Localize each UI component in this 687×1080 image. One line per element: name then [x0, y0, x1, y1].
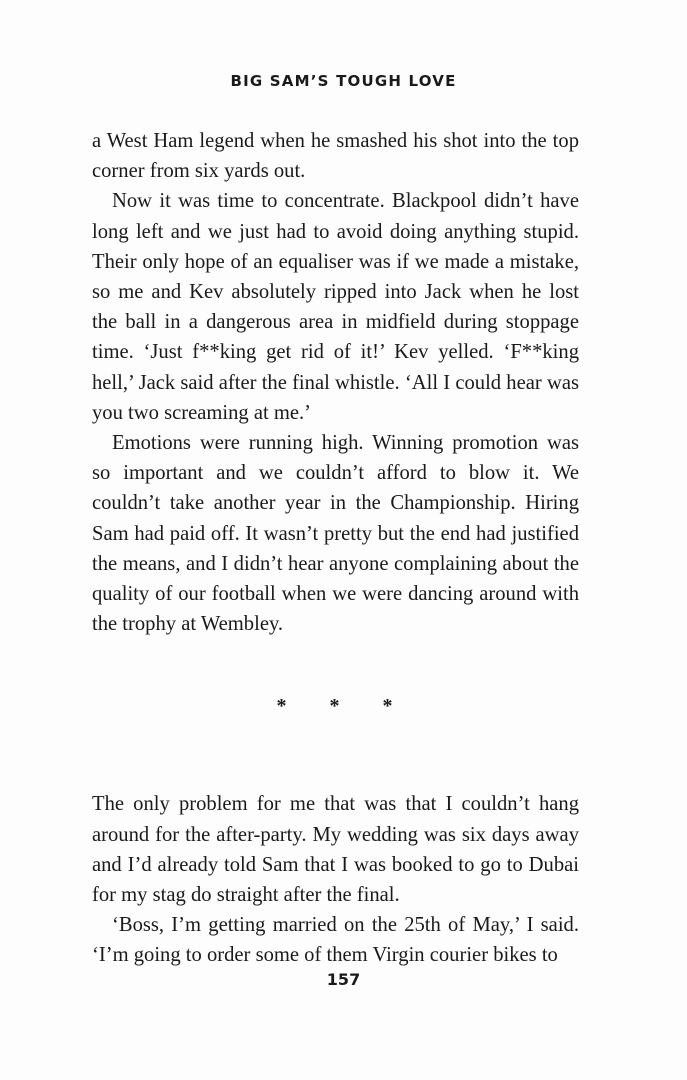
section-break-asterisks: * * * — [276, 695, 395, 718]
section-break — [92, 639, 579, 789]
paragraph-continuation: a West Ham legend when he smashed his shot into the top corner from six yards out. — [92, 130, 579, 183]
paragraph-section-opening: The only problem for me that was that I couldn’t hang around for the after-party. My wedding was six days away and I’d already told Sam that I was booked to go to Dubai for my stag do straight after the final. — [92, 793, 579, 907]
page-number: 157 — [326, 970, 361, 989]
paragraph: Now it was time to concentrate. Blackpool didn’t have long left and we just had to avoid doing anything stupid. Their only hope of an equaliser was if we made a mistake, so me and Kev absolutely ripped into Jack when he lost the ball in a dangerous area in midfield during stoppage time. ‘Just f**king get rid of it!’ Kev yelled. ‘F**king hell,’ Jack said after the final whistle. ‘All I could hear was you two screaming at me.’ — [92, 190, 579, 424]
body-text — [92, 126, 579, 971]
paragraph: Emotions were running high. Winning promotion was so important and we couldn’t afford to blow it. We couldn’t take another year in the Championship. Hiring Sam had paid off. It wasn’t pretty but the end had justified the means, and I didn’t hear anyone complaining about the quality of our football when we were dancing around with the trophy at Wembley. — [92, 432, 579, 636]
paragraph: ‘Boss, I’m getting married on the 25th of May,’ I said. ‘I’m going to order some of them Virgin courier bikes to — [92, 914, 579, 967]
running-head: BIG SAM’S TOUGH LOVE — [230, 72, 457, 90]
